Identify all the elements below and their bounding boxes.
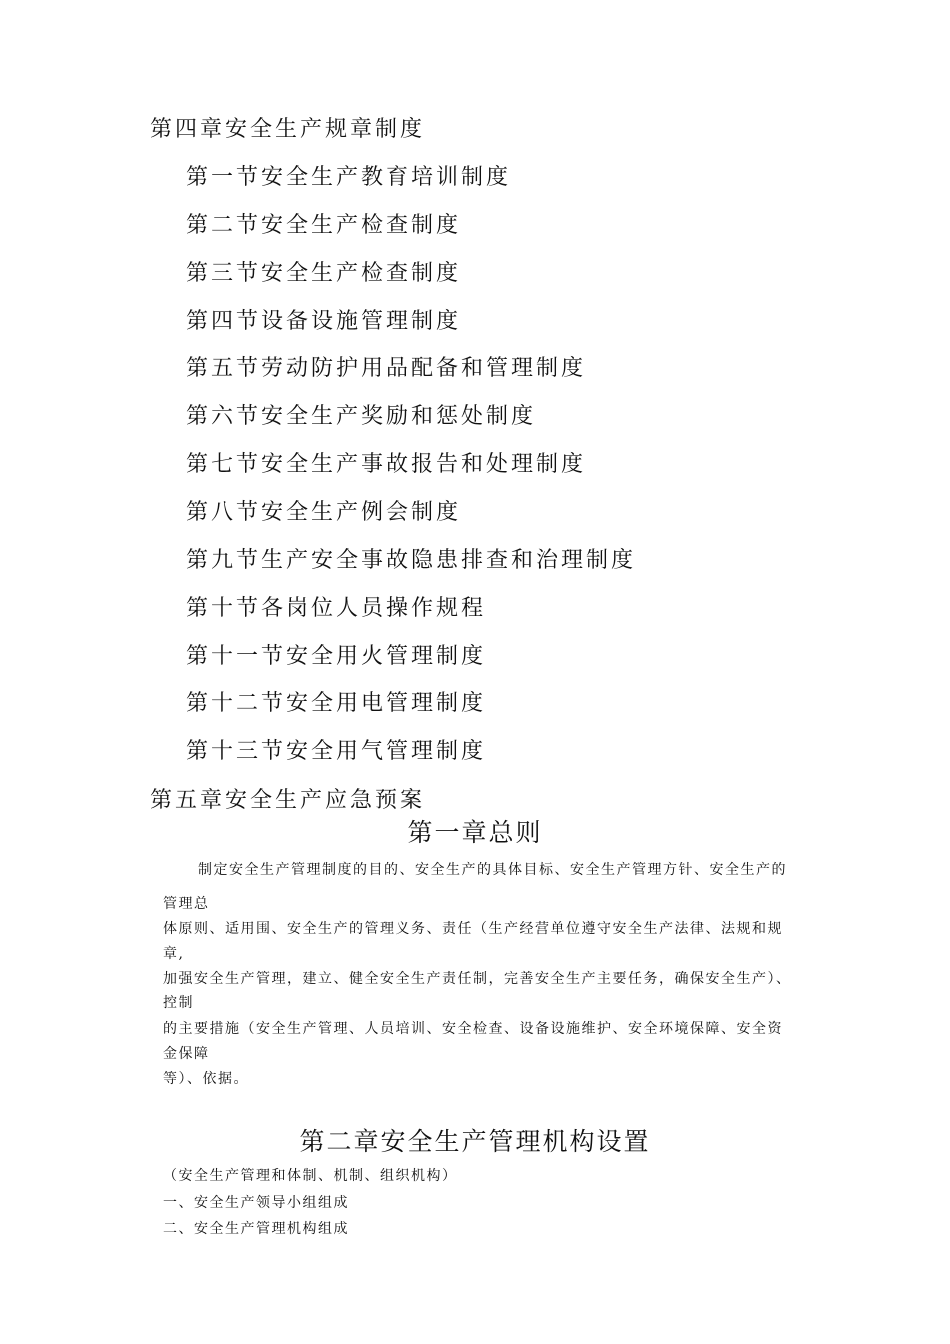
chapter-2-subtitle: （安全生产管理和体制、机制、组织机构） bbox=[163, 1168, 458, 1184]
toc-section-8: 第八节安全生产例会制度 bbox=[186, 500, 462, 525]
toc-section-13: 第十三节安全用气管理制度 bbox=[186, 739, 487, 764]
chapter-2-title: 第二章安全生产管理机构设置 bbox=[299, 1127, 651, 1156]
toc-section-2: 第二节安全生产检查制度 bbox=[186, 213, 462, 238]
chapter-2-item: 二、安全生产管理机构组成 bbox=[163, 1221, 349, 1237]
toc-section-9: 第九节生产安全事故隐患排查和治理制度 bbox=[186, 548, 637, 573]
chapter-2-item: 一、安全生产领导小组组成 bbox=[163, 1195, 349, 1211]
toc-section-7: 第七节安全生产事故报告和处理制度 bbox=[186, 452, 587, 477]
toc-section-6: 第六节安全生产奖励和惩处制度 bbox=[186, 404, 537, 429]
chapter-1-paragraph-line: 等）、依据。 bbox=[163, 1071, 249, 1087]
toc-section-12: 第十二节安全用电管理制度 bbox=[186, 691, 487, 716]
toc-section-11: 第十一节安全用火管理制度 bbox=[186, 644, 487, 669]
chapter-1-paragraph-line: 金保障 bbox=[163, 1046, 210, 1062]
chapter-1-paragraph-line: 体原则、适用围、安全生产的管理义务、责任（生产经营单位遵守安全生产法律、法规和规 bbox=[163, 921, 783, 937]
chapter-1-paragraph-line: 控制 bbox=[163, 995, 194, 1011]
chapter-1-paragraph-line: 加强安全生产管理，建立、健全安全生产责任制，完善安全生产主要任务，确保安全生产）、 bbox=[163, 971, 792, 987]
toc-section-1: 第一节安全生产教育培训制度 bbox=[186, 165, 512, 190]
toc-section-5: 第五节劳动防护用品配备和管理制度 bbox=[186, 356, 587, 381]
chapter-1-paragraph-line: 章, bbox=[163, 946, 185, 962]
chapter-1-paragraph-line: 制定安全生产管理制度的目的、安全生产的具体目标、安全生产管理方针、安全生产的 bbox=[198, 862, 787, 878]
toc-section-4: 第四节设备设施管理制度 bbox=[186, 309, 462, 334]
chapter-1-paragraph-line: 的主要措施（安全生产管理、人员培训、安全检查、设备设施维护、安全环境保障、安全资 bbox=[163, 1021, 783, 1037]
toc-chapter-4: 第四章安全生产规章制度 bbox=[150, 117, 426, 142]
toc-chapter-5: 第五章安全生产应急预案 bbox=[150, 788, 426, 813]
chapter-1-title: 第一章总则 bbox=[407, 818, 543, 847]
toc-section-10: 第十节各岗位人员操作规程 bbox=[186, 596, 487, 621]
chapter-1-paragraph-line: 管理总 bbox=[163, 896, 210, 912]
toc-section-3: 第三节安全生产检查制度 bbox=[186, 261, 462, 286]
